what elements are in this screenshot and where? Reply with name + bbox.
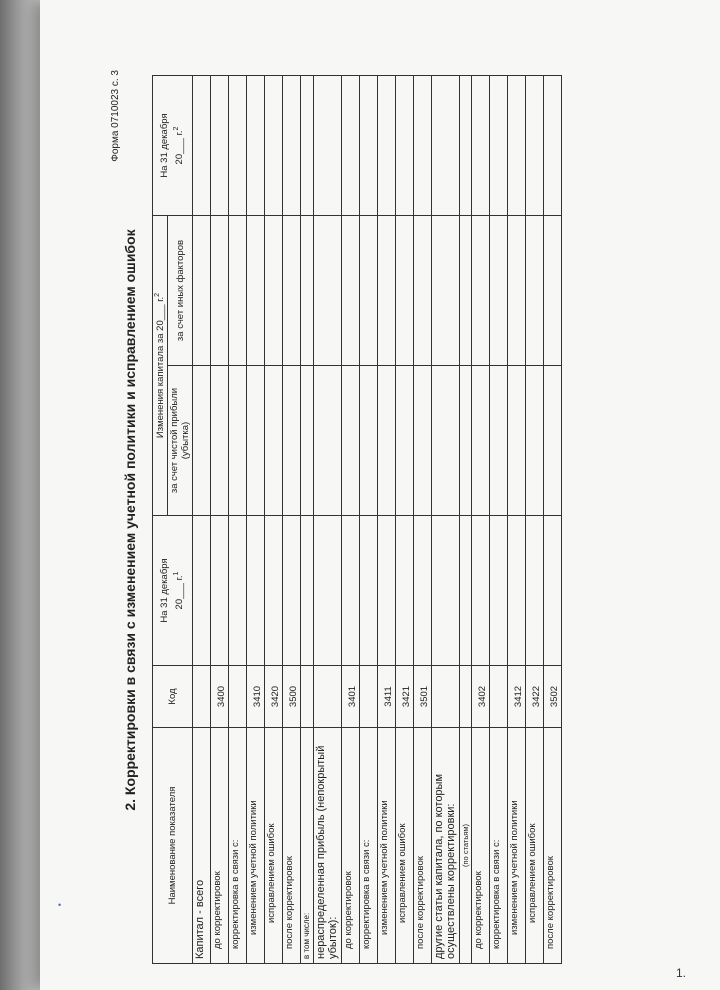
- table-row: [193, 76, 211, 964]
- header-changes-line1: Изменения капитала за 20___ г.: [155, 296, 167, 439]
- cell-other-change[interactable]: [211, 216, 229, 366]
- rotated-form: [110, 70, 710, 970]
- row-code: [360, 666, 378, 728]
- cell-profit-change[interactable]: [360, 366, 378, 516]
- header-code: Код: [153, 666, 193, 728]
- cell-other-change[interactable]: [193, 216, 211, 366]
- cell-start-value[interactable]: [283, 516, 301, 666]
- cell-end-value[interactable]: [432, 76, 460, 216]
- row-code: 3410: [247, 666, 265, 728]
- row-code: 3501: [414, 666, 432, 728]
- cell-end-value[interactable]: [247, 76, 265, 216]
- header-end-date: [153, 76, 193, 216]
- cell-other-change[interactable]: [544, 216, 562, 366]
- row-label: до корректировок: [472, 728, 490, 964]
- row-code: [490, 666, 508, 728]
- cell-start-value[interactable]: [229, 516, 247, 666]
- row-code: 3401: [342, 666, 360, 728]
- cell-other-change[interactable]: [283, 216, 301, 366]
- table-row: [378, 76, 396, 964]
- table-row: [283, 76, 301, 964]
- cell-other-change[interactable]: [360, 216, 378, 366]
- cell-start-value[interactable]: [460, 516, 472, 666]
- row-label: после корректировок: [544, 728, 562, 964]
- row-label: в том числе:: [301, 728, 314, 964]
- table-row: [508, 76, 526, 964]
- cell-other-change[interactable]: [460, 216, 472, 366]
- cell-other-change[interactable]: [301, 216, 314, 366]
- cell-start-value[interactable]: [360, 516, 378, 666]
- cell-start-value[interactable]: [247, 516, 265, 666]
- cell-end-value[interactable]: [460, 76, 472, 216]
- row-code: [460, 666, 472, 728]
- cell-profit-change[interactable]: [432, 366, 460, 516]
- table-row: [490, 76, 508, 964]
- cell-profit-change[interactable]: [342, 366, 360, 516]
- row-label: другие статьи капитала, по которым осуществлены корректировки:: [432, 728, 460, 964]
- cell-end-value[interactable]: [314, 76, 342, 216]
- row-code: 3500: [283, 666, 301, 728]
- row-code: 3421: [396, 666, 414, 728]
- row-code: [193, 666, 211, 728]
- row-code: 3402: [472, 666, 490, 728]
- table-row: [265, 76, 283, 964]
- cell-profit-change[interactable]: [283, 366, 301, 516]
- header-end-line2: 20___ г.: [173, 130, 185, 165]
- row-code: [301, 666, 314, 728]
- cell-end-value[interactable]: [490, 76, 508, 216]
- table-row: [432, 76, 460, 964]
- row-label: Капитал - всего: [193, 728, 211, 964]
- cell-end-value[interactable]: [508, 76, 526, 216]
- scan-binding-shadow: [0, 0, 40, 990]
- row-label: исправлением ошибок: [396, 728, 414, 964]
- cell-profit-change[interactable]: [490, 366, 508, 516]
- header-start-line1: На 31 декабря: [158, 558, 170, 623]
- cell-other-change[interactable]: [508, 216, 526, 366]
- table-row: [314, 76, 342, 964]
- cell-start-value[interactable]: [265, 516, 283, 666]
- table-row: [526, 76, 544, 964]
- cell-other-change[interactable]: [247, 216, 265, 366]
- cell-profit-change[interactable]: [396, 366, 414, 516]
- table-row: [211, 76, 229, 964]
- row-label: исправлением ошибок: [526, 728, 544, 964]
- row-label: (по статьям): [460, 728, 472, 964]
- cell-end-value[interactable]: [265, 76, 283, 216]
- scan-speck: •: [58, 900, 62, 910]
- cell-end-value[interactable]: [414, 76, 432, 216]
- table-row: [396, 76, 414, 964]
- cell-profit-change[interactable]: [211, 366, 229, 516]
- header-end-sup: 2: [172, 126, 180, 131]
- cell-other-change[interactable]: [229, 216, 247, 366]
- header-changes: [153, 216, 168, 516]
- table-row: [360, 76, 378, 964]
- table-row: [460, 76, 472, 964]
- cell-start-value[interactable]: [193, 516, 211, 666]
- cell-profit-change[interactable]: [193, 366, 211, 516]
- table-row: [247, 76, 265, 964]
- cell-profit-change[interactable]: [508, 366, 526, 516]
- table-body: [193, 76, 562, 964]
- row-label: после корректировок: [283, 728, 301, 964]
- cell-start-value[interactable]: [508, 516, 526, 666]
- row-label: изменением учетной политики: [378, 728, 396, 964]
- header-start-line2: 20___ г.: [173, 575, 185, 610]
- row-label: корректировка в связи с:: [229, 728, 247, 964]
- row-label: после корректировок: [414, 728, 432, 964]
- row-label: корректировка в связи с:: [490, 728, 508, 964]
- table-row: [544, 76, 562, 964]
- cell-other-change[interactable]: [490, 216, 508, 366]
- cell-start-value[interactable]: [490, 516, 508, 666]
- cell-end-value[interactable]: [301, 76, 314, 216]
- form-code: Форма 0710023 с. 3: [110, 70, 121, 162]
- cell-end-value[interactable]: [544, 76, 562, 216]
- cell-profit-change[interactable]: [378, 366, 396, 516]
- cell-start-value[interactable]: [301, 516, 314, 666]
- table-row: [229, 76, 247, 964]
- cell-start-value[interactable]: [342, 516, 360, 666]
- row-label: изменением учетной политики: [247, 728, 265, 964]
- row-label: до корректировок: [211, 728, 229, 964]
- row-code: 3420: [265, 666, 283, 728]
- cell-start-value[interactable]: [314, 516, 342, 666]
- cell-other-change[interactable]: [378, 216, 396, 366]
- cell-start-value[interactable]: [414, 516, 432, 666]
- cell-start-value[interactable]: [396, 516, 414, 666]
- cell-other-change[interactable]: [396, 216, 414, 366]
- cell-profit-change[interactable]: [526, 366, 544, 516]
- cell-end-value[interactable]: [229, 76, 247, 216]
- row-label: изменением учетной политики: [508, 728, 526, 964]
- table-row: [414, 76, 432, 964]
- cell-profit-change[interactable]: [414, 366, 432, 516]
- row-label: до корректировок: [342, 728, 360, 964]
- cell-start-value[interactable]: [526, 516, 544, 666]
- row-label: корректировка в связи с:: [360, 728, 378, 964]
- cell-profit-change[interactable]: [472, 366, 490, 516]
- row-label: нераспределенная прибыль (непокрытый убыток):: [314, 728, 342, 964]
- row-code: 3422: [526, 666, 544, 728]
- row-label: исправлением ошибок: [265, 728, 283, 964]
- cell-end-value[interactable]: [211, 76, 229, 216]
- cell-start-value[interactable]: [472, 516, 490, 666]
- cell-profit-change[interactable]: [314, 366, 342, 516]
- cell-profit-change[interactable]: [229, 366, 247, 516]
- cell-other-change[interactable]: [526, 216, 544, 366]
- cell-profit-change[interactable]: [460, 366, 472, 516]
- header-row-1: [153, 76, 168, 964]
- cell-end-value[interactable]: [378, 76, 396, 216]
- cell-end-value[interactable]: [193, 76, 211, 216]
- section-title: 2. Корректировки в связи с изменением учетной политики и исправлением ошибок: [122, 229, 138, 811]
- cell-other-change[interactable]: [314, 216, 342, 366]
- table-row: [342, 76, 360, 964]
- row-code: 3502: [544, 666, 562, 728]
- cell-other-change[interactable]: [472, 216, 490, 366]
- header-start-date: [153, 516, 193, 666]
- header-end-line1: На 31 декабря: [158, 113, 170, 178]
- header-changes-other: за счет иных факторов: [168, 216, 193, 366]
- table-row: [472, 76, 490, 964]
- cell-end-value[interactable]: [283, 76, 301, 216]
- row-code: 3400: [211, 666, 229, 728]
- header-changes-profit: за счет чистой прибыли (убытка): [168, 366, 193, 516]
- cell-start-value[interactable]: [211, 516, 229, 666]
- cell-end-value[interactable]: [342, 76, 360, 216]
- row-code: [229, 666, 247, 728]
- page-corner-mark: 1.: [676, 966, 687, 980]
- header-changes-sup: 2: [154, 292, 161, 297]
- cell-profit-change[interactable]: [265, 366, 283, 516]
- cell-start-value[interactable]: [544, 516, 562, 666]
- row-code: 3412: [508, 666, 526, 728]
- cell-profit-change[interactable]: [544, 366, 562, 516]
- header-start-sup: 1: [172, 571, 180, 576]
- cell-profit-change[interactable]: [301, 366, 314, 516]
- cell-end-value[interactable]: [396, 76, 414, 216]
- cell-other-change[interactable]: [342, 216, 360, 366]
- cell-other-change[interactable]: [265, 216, 283, 366]
- row-code: [314, 666, 342, 728]
- header-name: Наименование показателя: [153, 728, 193, 964]
- table-row: [301, 76, 314, 964]
- cell-end-value[interactable]: [472, 76, 490, 216]
- cell-profit-change[interactable]: [247, 366, 265, 516]
- cell-start-value[interactable]: [432, 516, 460, 666]
- cell-other-change[interactable]: [414, 216, 432, 366]
- row-code: [432, 666, 460, 728]
- corrections-table: [152, 75, 562, 964]
- cell-end-value[interactable]: [360, 76, 378, 216]
- cell-start-value[interactable]: [378, 516, 396, 666]
- row-code: 3411: [378, 666, 396, 728]
- cell-end-value[interactable]: [526, 76, 544, 216]
- cell-other-change[interactable]: [432, 216, 460, 366]
